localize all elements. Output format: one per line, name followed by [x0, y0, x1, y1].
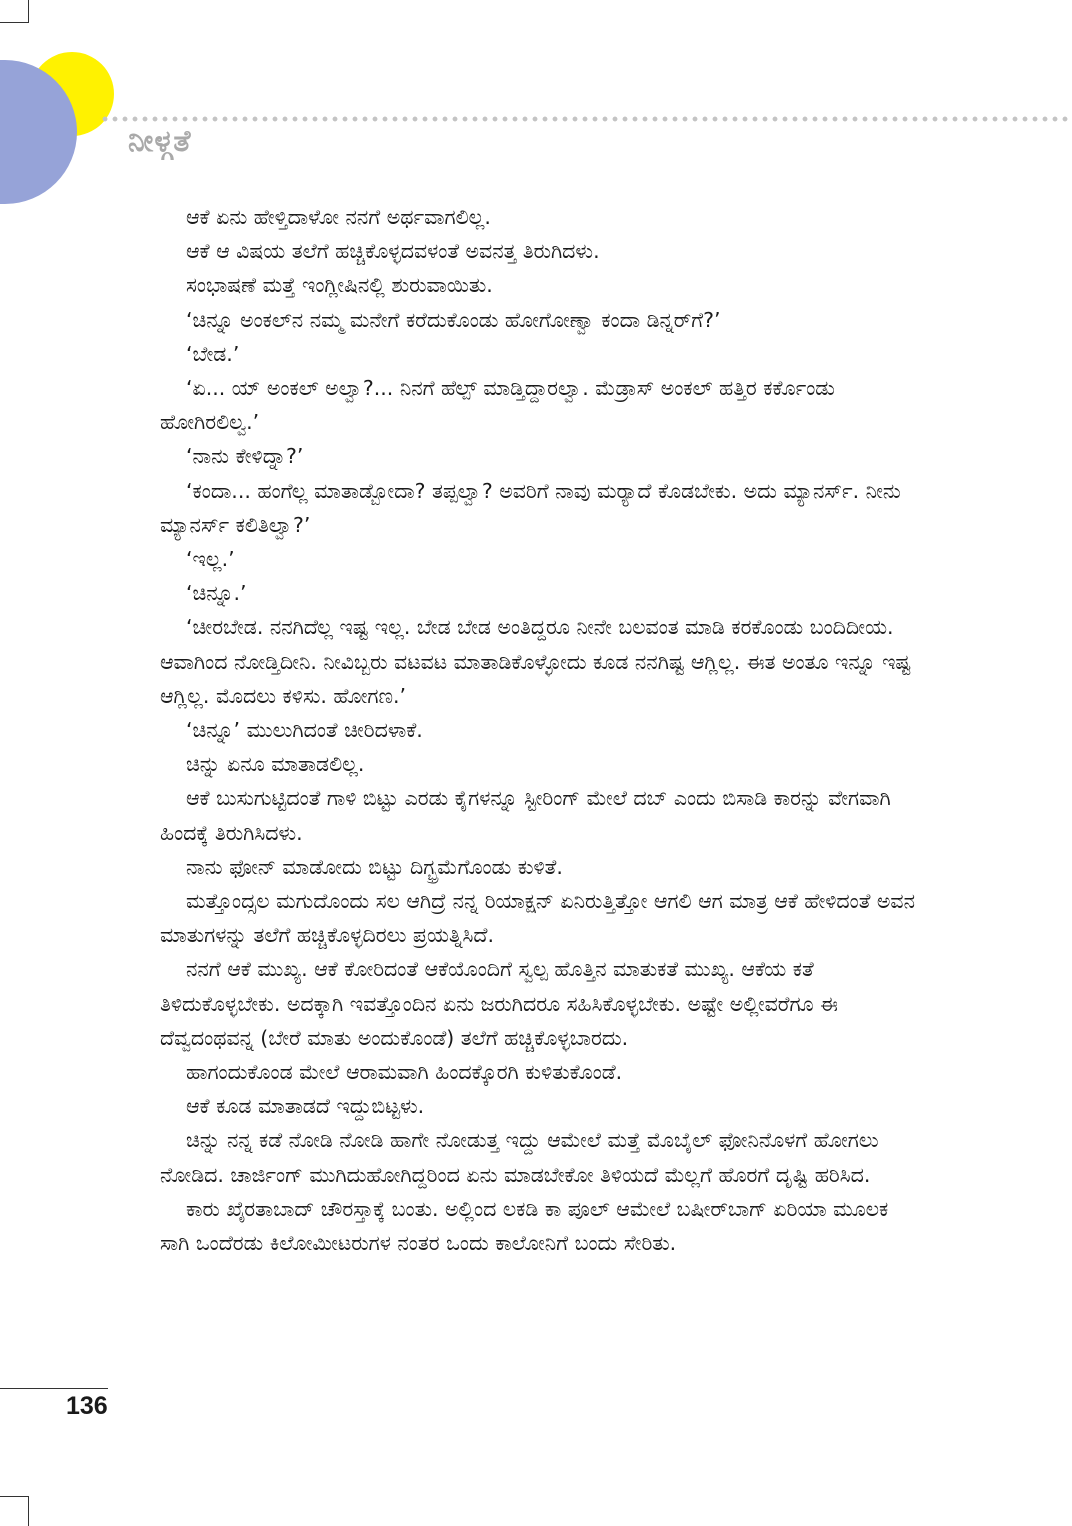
running-title: ನೀಳ್ಗತೆ: [128, 124, 192, 159]
page-number-rule: [0, 1388, 108, 1389]
paragraph: ನಾನು ಫೋನ್ ಮಾಡೋದು ಬಿಟ್ಟು ದಿಗ್ಭ್ರಮೆಗೊಂಡು ಕುಳಿತೆ.: [186, 854, 563, 879]
story-text: [160, 200, 920, 1260]
header-dotted-rule: [100, 116, 1072, 122]
paragraph: ಆಕೆ ಆ ವಿಷಯ ತಲೆಗೆ ಹಚ್ಚಿಕೊಳ್ಳದವಳಂತೆ ಅವನತ್ತ ತಿರುಗಿದಳು.: [186, 239, 600, 264]
paragraph: ‘ಚೀರಬೇಡ. ನನಗಿದೆಲ್ಲ ಇಷ್ಟ ಇಲ್ಲ. ಬೇಡ ಬೇಡ ಅಂತಿದ್ದರೂ ನೀನೇ ಬಲವಂತ ಮಾಡಿ ಕರಕೊಂಡು ಬಂದಿದೀಯ. ಆವಾಗಿಂದ ನೋಡ್ತಿದೀನಿ. ನೀವಿಬ್ಬರು ವಟವಟ ಮಾತಾಡಿಕೊಳ್ಳೋದು ಕೂಡ ನನಗಿಷ್ಟ ಆಗ್ಲಿಲ್ಲ. ಈತ ಅಂತೂ ಇನ್ನೂ ಇಷ್ಟ ಆಗ್ಲಿಲ್ಲ. ಮೊದಲು ಕಳಿಸು. ಹೋಗಣ.’: [160, 615, 911, 708]
paragraph: ಆಕೆ ಏನು ಹೇಳ್ತಿದಾಳೋ ನನಗೆ ಅರ್ಥವಾಗಲಿಲ್ಲ.: [186, 205, 491, 229]
paragraph: ‘ಕಂದಾ... ಹಂಗೆಲ್ಲ ಮಾತಾಡ್ಬೋದಾ? ತಪ್ಪಲ್ವಾ? ಅವರಿಗೆ ನಾವು ಮರ್‍ಯಾದೆ ಕೊಡಬೇಕು. ಅದು ಮ್ಯಾನರ್ಸ್. ನೀನು ಮ್ಯಾನರ್ಸ್ ಕಲಿತಿಲ್ವಾ?’: [160, 478, 901, 537]
paragraph: ಚಿನ್ನು ನನ್ನ ಕಡೆ ನೋಡಿ ನೋಡಿ ಹಾಗೇ ನೋಡುತ್ತ ಇದ್ದು ಆಮೇಲೆ ಮತ್ತೆ ಮೊಬೈಲ್ ಫೋನಿನೊಳಗೆ ಹೋಗಲು ನೋಡಿದ. ಚಾರ್ಜಿಂಗ್ ಮುಗಿದುಹೋಗಿದ್ದರಿಂದ ಏನು ಮಾಡಬೇಕೋ ತಿಳಿಯದೆ ಮೆಲ್ಲಗೆ ಹೊರಗೆ ದೃಷ್ಟಿ ಹರಿಸಿದ.: [160, 1128, 879, 1187]
crop-mark-bottom: [0, 1496, 29, 1526]
paragraph: ಸಂಭಾಷಣೆ ಮತ್ತೆ ಇಂಗ್ಲೀಷಿನಲ್ಲಿ ಶುರುವಾಯಿತು.: [186, 273, 493, 298]
paragraph: ‘ಚಿನ್ನೂ.’: [186, 581, 247, 606]
paragraph: ಆಕೆ ಬುಸುಗುಟ್ಟಿದಂತೆ ಗಾಳಿ ಬಿಟ್ಟು ಎರಡು ಕೈಗಳನ್ನೂ ಸ್ಟೀರಿಂಗ್ ಮೇಲೆ ದಬ್ ಎಂದು ಬಿಸಾಡಿ ಕಾರನ್ನು ವೇಗವಾಗಿ ಹಿಂದಕ್ಕೆ ತಿರುಗಿಸಿದಳು.: [160, 786, 891, 845]
paragraph: ಮತ್ತೊಂದ್ಸಲ ಮಗುದೊಂದು ಸಲ ಆಗಿದ್ರೆ ನನ್ನ ರಿಯಾಕ್ಷನ್ ಏನಿರುತ್ತಿತ್ತೋ ಆಗಲಿ ಆಗ ಮಾತ್ರ ಆಕೆ ಹೇಳಿದಂತೆ ಅವನ ಮಾತುಗಳನ್ನು ತಲೆಗೆ ಹಚ್ಚಿಕೊಳ್ಳದಿರಲು ಪ್ರಯತ್ನಿಸಿದೆ.: [160, 889, 915, 948]
paragraph: ‘ಏ... ಯ್ ಅಂಕಲ್ ಅಲ್ವಾ?... ನಿನಗೆ ಹೆಲ್ಪ್ ಮಾಡ್ತಿದ್ದಾರಲ್ವಾ. ಮೆಡ್ರಾಸ್ ಅಂಕಲ್ ಹತ್ತಿರ ಕರ್ಕೊಂಡು ಹೋಗಿರಲಿಲ್ವ.’: [160, 376, 835, 435]
paragraph: ‘ಬೇಡ.’: [186, 341, 240, 366]
paragraph: ‘ಚಿನ್ನೂ’ ಮುಲುಗಿದಂತೆ ಚೀರಿದಳಾಕೆ.: [186, 718, 423, 743]
paragraph: ಹಾಗಂದುಕೊಂಡ ಮೇಲೆ ಆರಾಮವಾಗಿ ಹಿಂದಕ್ಕೊರಗಿ ಕುಳಿತುಕೊಂಡೆ.: [186, 1060, 623, 1085]
paragraph: ಚಿನ್ನು ಏನೂ ಮಾತಾಡಲಿಲ್ಲ.: [186, 752, 365, 777]
paragraph: ‘ನಾನು ಕೇಳಿದ್ನಾ?’: [186, 444, 304, 469]
paragraph: ‘ಚಿನ್ನೂ ಅಂಕಲ್‌ನ ನಮ್ಮ ಮನೇಗೆ ಕರೆದುಕೊಂಡು ಹೋಗೋಣ್ವಾ ಕಂದಾ ಡಿನ್ನರ್‌ಗೆ?’: [186, 307, 721, 332]
paragraph: ನನಗೆ ಆಕೆ ಮುಖ್ಯ. ಆಕೆ ಕೋರಿದಂತೆ ಆಕೆಯೊಂದಿಗೆ ಸ್ವಲ್ಪ ಹೊತ್ತಿನ ಮಾತುಕತೆ ಮುಖ್ಯ. ಆಕೆಯ ಕತೆ ತಿಳಿದುಕೊಳ್ಳಬೇಕು. ಅದಕ್ಕಾಗಿ ಇವತ್ತೊಂದಿನ ಏನು ಜರುಗಿದರೂ ಸಹಿಸಿಕೊಳ್ಳಬೇಕು. ಅಷ್ಟೇ ಅಲ್ಲೀವರೆಗೂ ಈ ದೆವ್ವದಂಥವನ್ನ (ಬೇರೆ ಮಾತು ಅಂದುಕೊಂಡೆ) ತಲೆಗೆ ಹಚ್ಚಿಕೊಳ್ಳಬಾರದು.: [160, 957, 838, 1050]
page-number: 136: [66, 1392, 108, 1420]
paragraph: ಕಾರು ಖೈರತಾಬಾದ್ ಚೌರಸ್ತಾಕ್ಕೆ ಬಂತು. ಅಲ್ಲಿಂದ ಲಕಡಿ ಕಾ ಪೂಲ್ ಆಮೇಲೆ ಬಷೀರ್‌ಬಾಗ್ ಏರಿಯಾ ಮೂಲಕ ಸಾಗಿ ಒಂದೆರಡು ಕಿಲೋಮೀಟರುಗಳ ನಂತರ ಒಂದು ಕಾಲೋನಿಗೆ ಬಂದು ಸೇರಿತು.: [160, 1196, 889, 1256]
paragraph: ‘ಇಲ್ಲ.’: [186, 547, 235, 572]
corner-decoration: [0, 0, 130, 220]
paragraph: ಆಕೆ ಕೂಡ ಮಾತಾಡದೆ ಇದ್ದುಬಿಟ್ಟಳು.: [186, 1094, 425, 1119]
